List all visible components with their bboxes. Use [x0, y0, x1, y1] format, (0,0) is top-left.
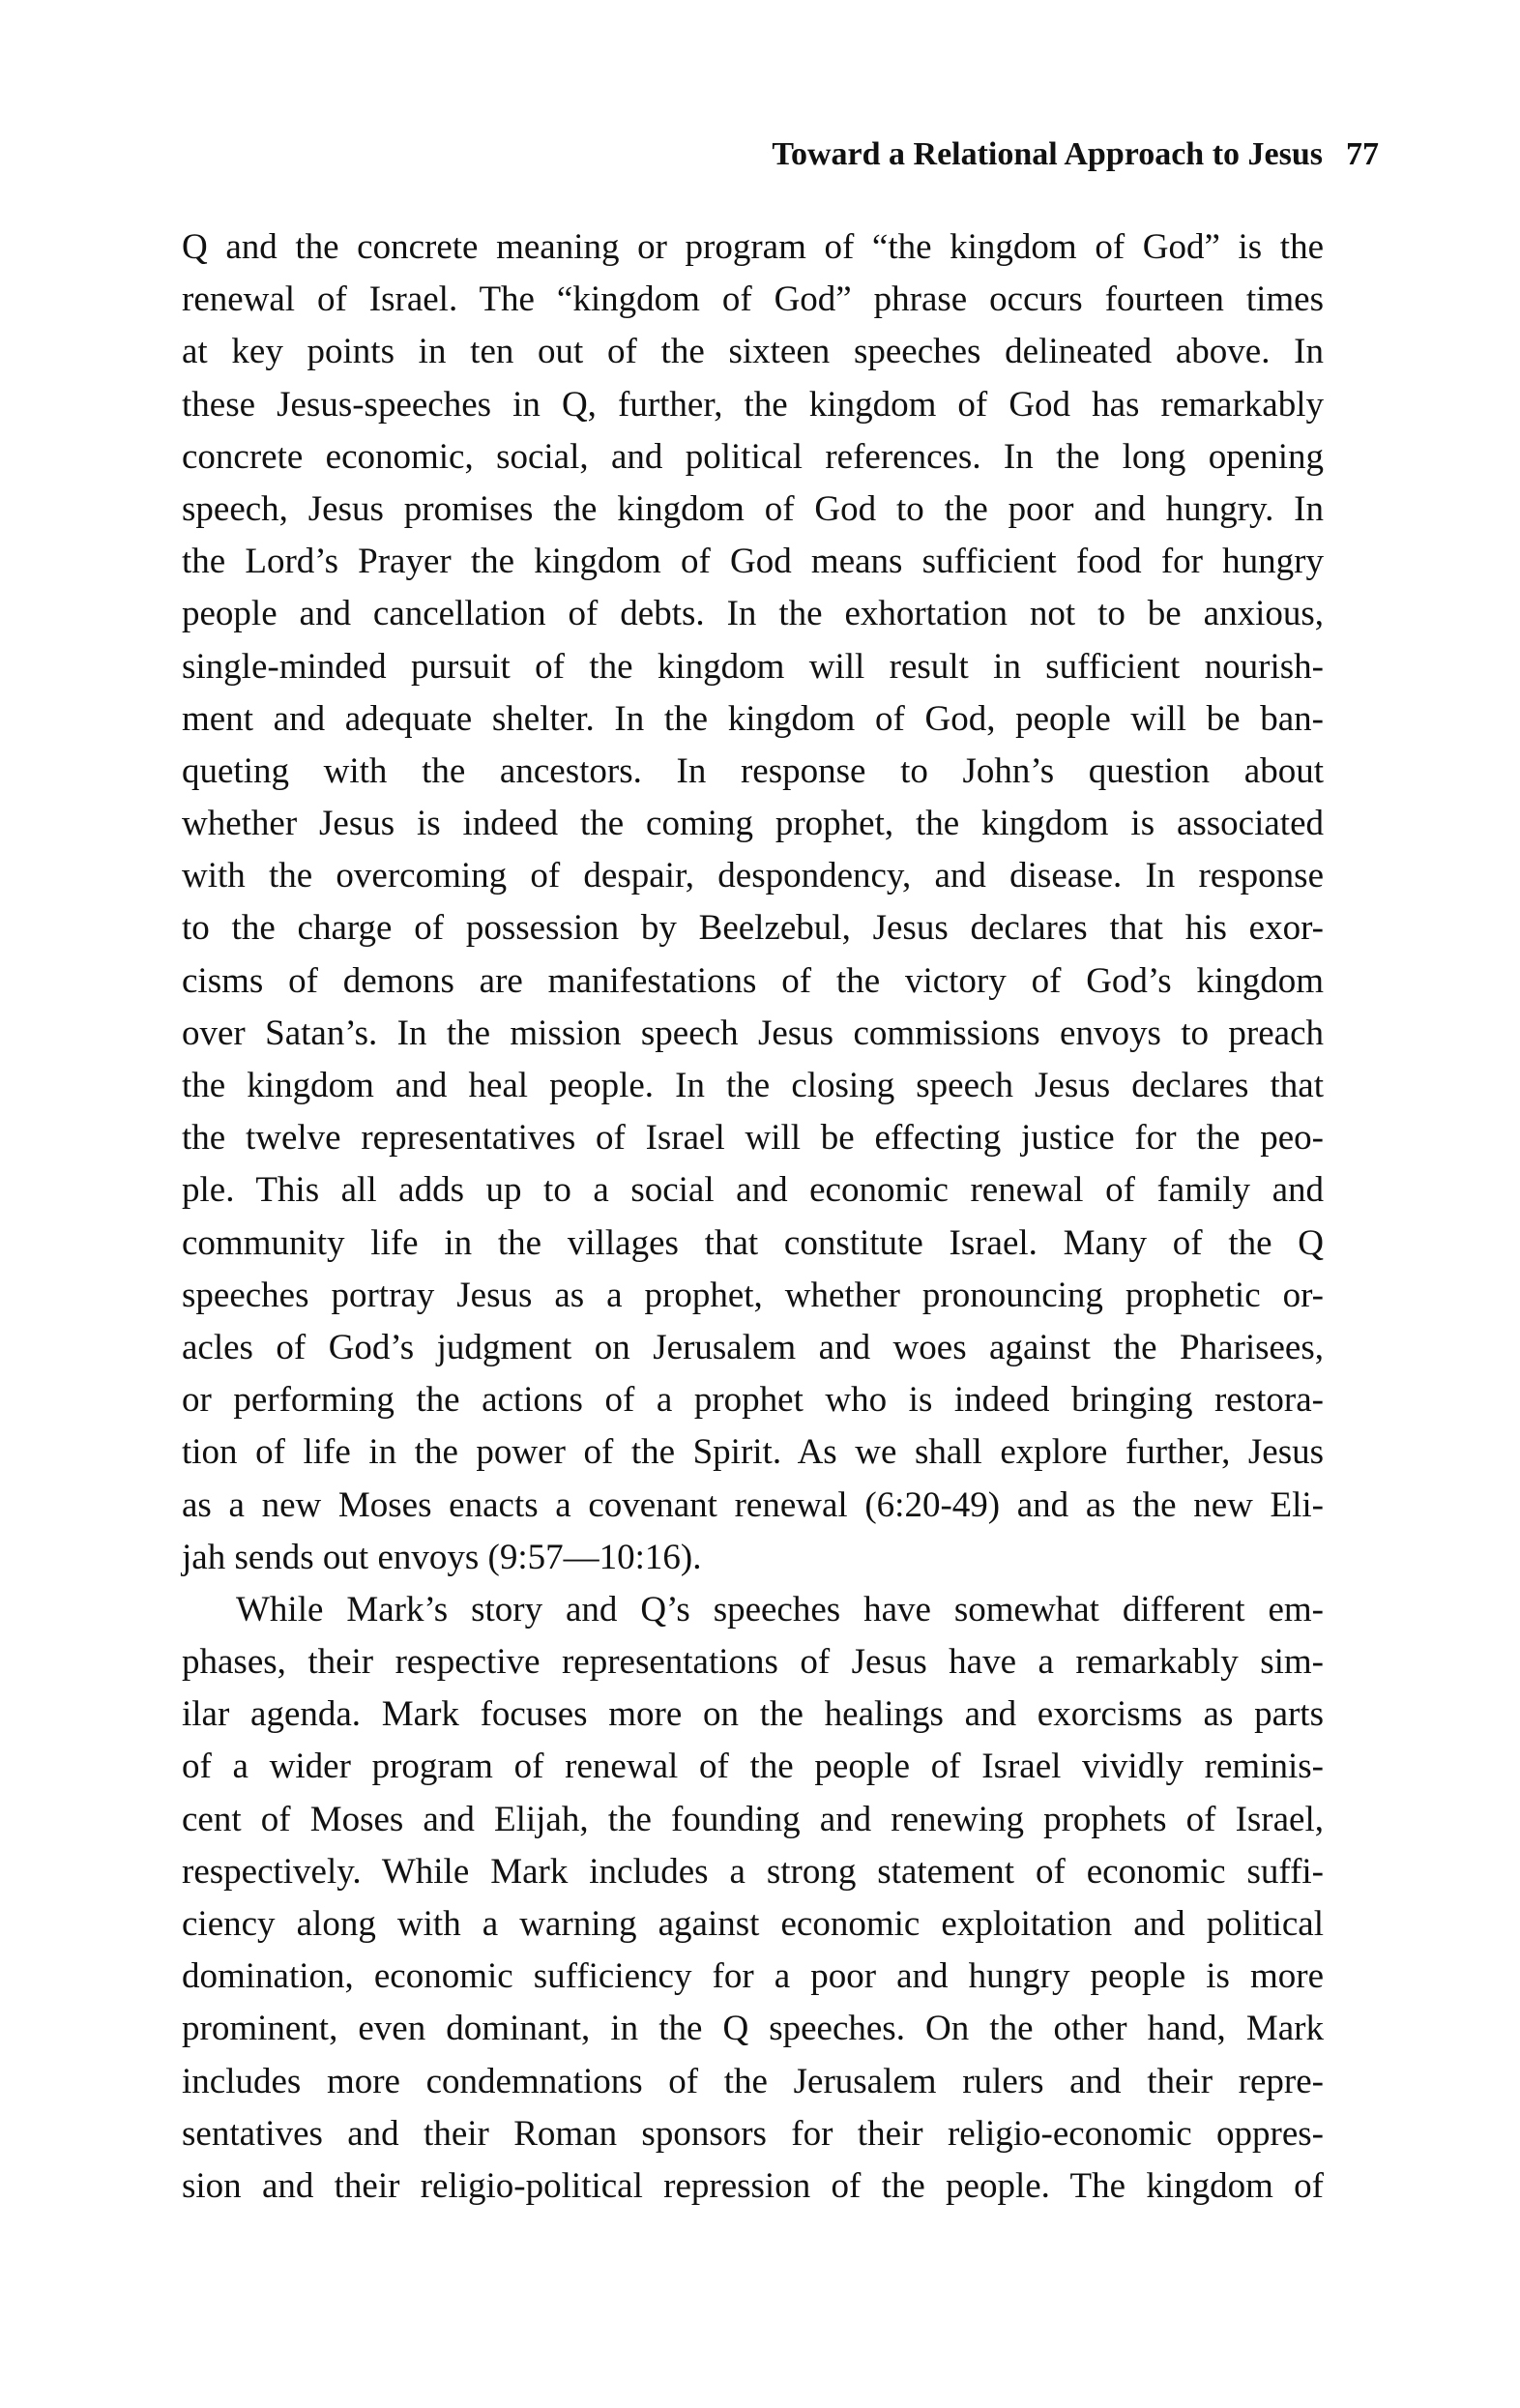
text-line: as a new Moses enacts a covenant renewal (6:20-49) and as the new Eli-: [182, 1484, 1324, 1525]
text-line: the twelve representatives of Israel will be effecting justice for the peo-: [182, 1118, 1324, 1159]
text-line: speech, Jesus promises the kingdom of God to the poor and hungry. In: [182, 488, 1324, 529]
text-line: whether Jesus is indeed the coming prophet, the kingdom is associated: [182, 804, 1324, 844]
text-line: single-minded pursuit of the kingdom will result in sufficient nourish-: [182, 646, 1324, 687]
running-head: [182, 135, 1379, 174]
text-line: ilar agenda. Mark focuses more on the healings and exorcisms as parts: [182, 1694, 1324, 1735]
text-line: to the charge of possession by Beelzebul, Jesus declares that his exor-: [182, 908, 1324, 949]
text-line: at key points in ten out of the sixteen speeches delineated above. In: [182, 332, 1324, 372]
text-line: While Mark’s story and Q’s speeches have somewhat different em-: [236, 1589, 1324, 1630]
text-line: cent of Moses and Elijah, the founding and renewing prophets of Israel,: [182, 1799, 1324, 1839]
text-line: Q and the concrete meaning or program of “the kingdom of God” is the: [182, 227, 1324, 267]
text-line: of a wider program of renewal of the people of Israel vividly reminis-: [182, 1747, 1324, 1787]
text-line: community life in the villages that constitute Israel. Many of the Q: [182, 1222, 1324, 1263]
text-line: sentatives and their Roman sponsors for their religio-economic oppres-: [182, 2113, 1324, 2154]
text-line: sion and their religio-political repression of the people. The kingdom of: [182, 2165, 1324, 2206]
text-line: renewal of Israel. The “kingdom of God” phrase occurs fourteen times: [182, 279, 1324, 320]
text-line: prominent, even dominant, in the Q speeches. On the other hand, Mark: [182, 2009, 1324, 2049]
text-line: queting with the ancestors. In response to John’s question about: [182, 750, 1324, 791]
text-line: with the overcoming of despair, despondency, and disease. In response: [182, 856, 1324, 896]
page-number: 77: [1346, 136, 1379, 172]
text-line: domination, economic sufficiency for a poor and hungry people is more: [182, 1956, 1324, 1997]
text-line: tion of life in the power of the Spirit. As we shall explore further, Jesus: [182, 1432, 1324, 1473]
text-line: acles of God’s judgment on Jerusalem and woes against the Pharisees,: [182, 1327, 1324, 1367]
text-line: speeches portray Jesus as a prophet, whether pronouncing prophetic or-: [182, 1275, 1324, 1315]
text-line: respectively. While Mark includes a strong statement of economic suffi-: [182, 1851, 1324, 1892]
text-line: these Jesus-speeches in Q, further, the kingdom of God has remarkably: [182, 384, 1324, 425]
text-line: ciency along with a warning against economic exploitation and political: [182, 1904, 1324, 1944]
text-line: jah sends out envoys (9:57—10:16).: [182, 1537, 702, 1577]
body-text: [182, 221, 1324, 2213]
running-head-title: Toward a Relational Approach to Jesus: [772, 136, 1323, 172]
text-line: people and cancellation of debts. In the exhortation not to be anxious,: [182, 594, 1324, 634]
text-line: cisms of demons are manifestations of the victory of God’s kingdom: [182, 960, 1324, 1001]
paragraph: [182, 221, 1324, 1584]
text-line: over Satan’s. In the mission speech Jesus commissions envoys to preach: [182, 1013, 1324, 1053]
text-line: concrete economic, social, and political references. In the long opening: [182, 436, 1324, 477]
text-line: the Lord’s Prayer the kingdom of God means sufficient food for hungry: [182, 542, 1324, 582]
text-line: ple. This all adds up to a social and economic renewal of family and: [182, 1170, 1324, 1211]
text-line: ment and adequate shelter. In the kingdom of God, people will be ban-: [182, 698, 1324, 739]
paragraph: [182, 1584, 1324, 2213]
text-line: or performing the actions of a prophet who is indeed bringing restora-: [182, 1380, 1324, 1421]
text-line: includes more condemnations of the Jerusalem rulers and their repre-: [182, 2061, 1324, 2101]
text-line: the kingdom and heal people. In the closing speech Jesus declares that: [182, 1066, 1324, 1105]
text-line: phases, their respective representations of Jesus have a remarkably sim-: [182, 1642, 1324, 1683]
